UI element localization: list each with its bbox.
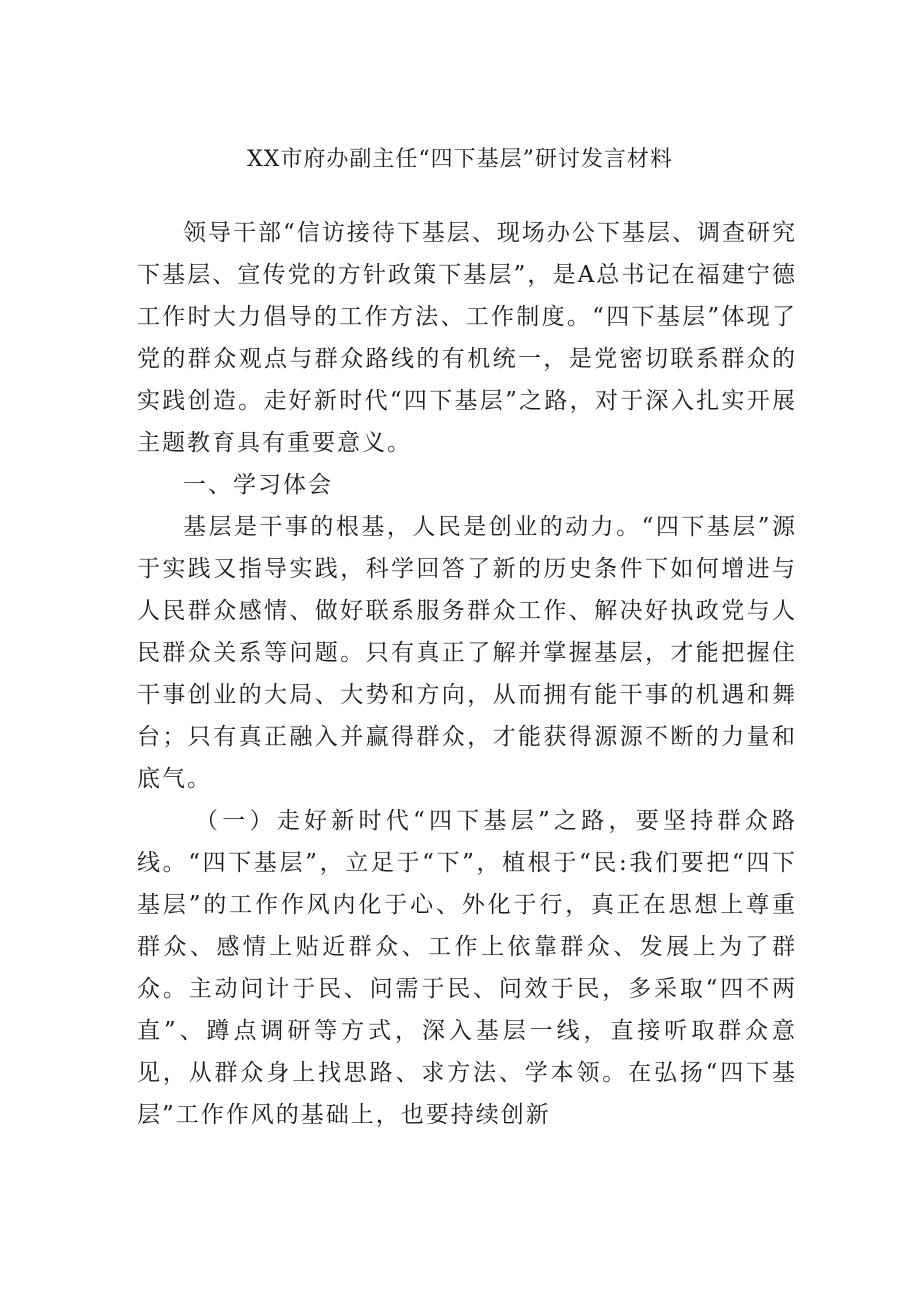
intro-paragraph: 领导干部“信访接待下基层、现场办公下基层、调查研究下基层、宣传党的方针政策下基层”，是A总书记在福建宁德工作时大力倡导的工作方法、工作制度。“四下基层”体现了党的群众观点与群众路线的有机统一，是党密切联系群众的实践创造。走好新时代“四下基层”之路，对于深入扎实开展主题教育具有重要意义。 <box>137 220 797 456</box>
learning-paragraph: 基层是干事的根基，人民是创业的动力。“四下基层”源于实践又指导实践，科学回答了新的历史条件下如何增进与人民群众感情、做好联系服务群众工作、解决好执政党与人民群众关系等问题。只有真正了解并掌握基层，才能把握住干事创业的大局、大势和方向，从而拥有能干事的机遇和舞台；只有真正融入并赢得群众，才能获得源源不断的力量和底气。 <box>137 514 797 792</box>
section-heading-learning: 一、学习体会 <box>183 472 333 498</box>
document-title: XX市府办副主任“四下基层”研讨发言材料 <box>247 147 673 172</box>
document-body <box>137 212 797 1136</box>
subsection-paragraph-1: （一）走好新时代“四下基层”之路，要坚持群众路线。“四下基层”，立足于“下”，植根于“民:我们要把“四下基层”的工作作风内化于心、外化于行，真正在思想上尊重群众、感情上贴近群众、工作上依靠群众、发展上为了群众。主动问计于民、问需于民、问效于民，多采取“四不两直”、蹲点调研等方式，深入基层一线，直接听取群众意见，从群众身上找思路、求方法、学本领。在弘扬“四下基层”工作作风的基础上，也要持续创新 <box>137 808 797 1128</box>
